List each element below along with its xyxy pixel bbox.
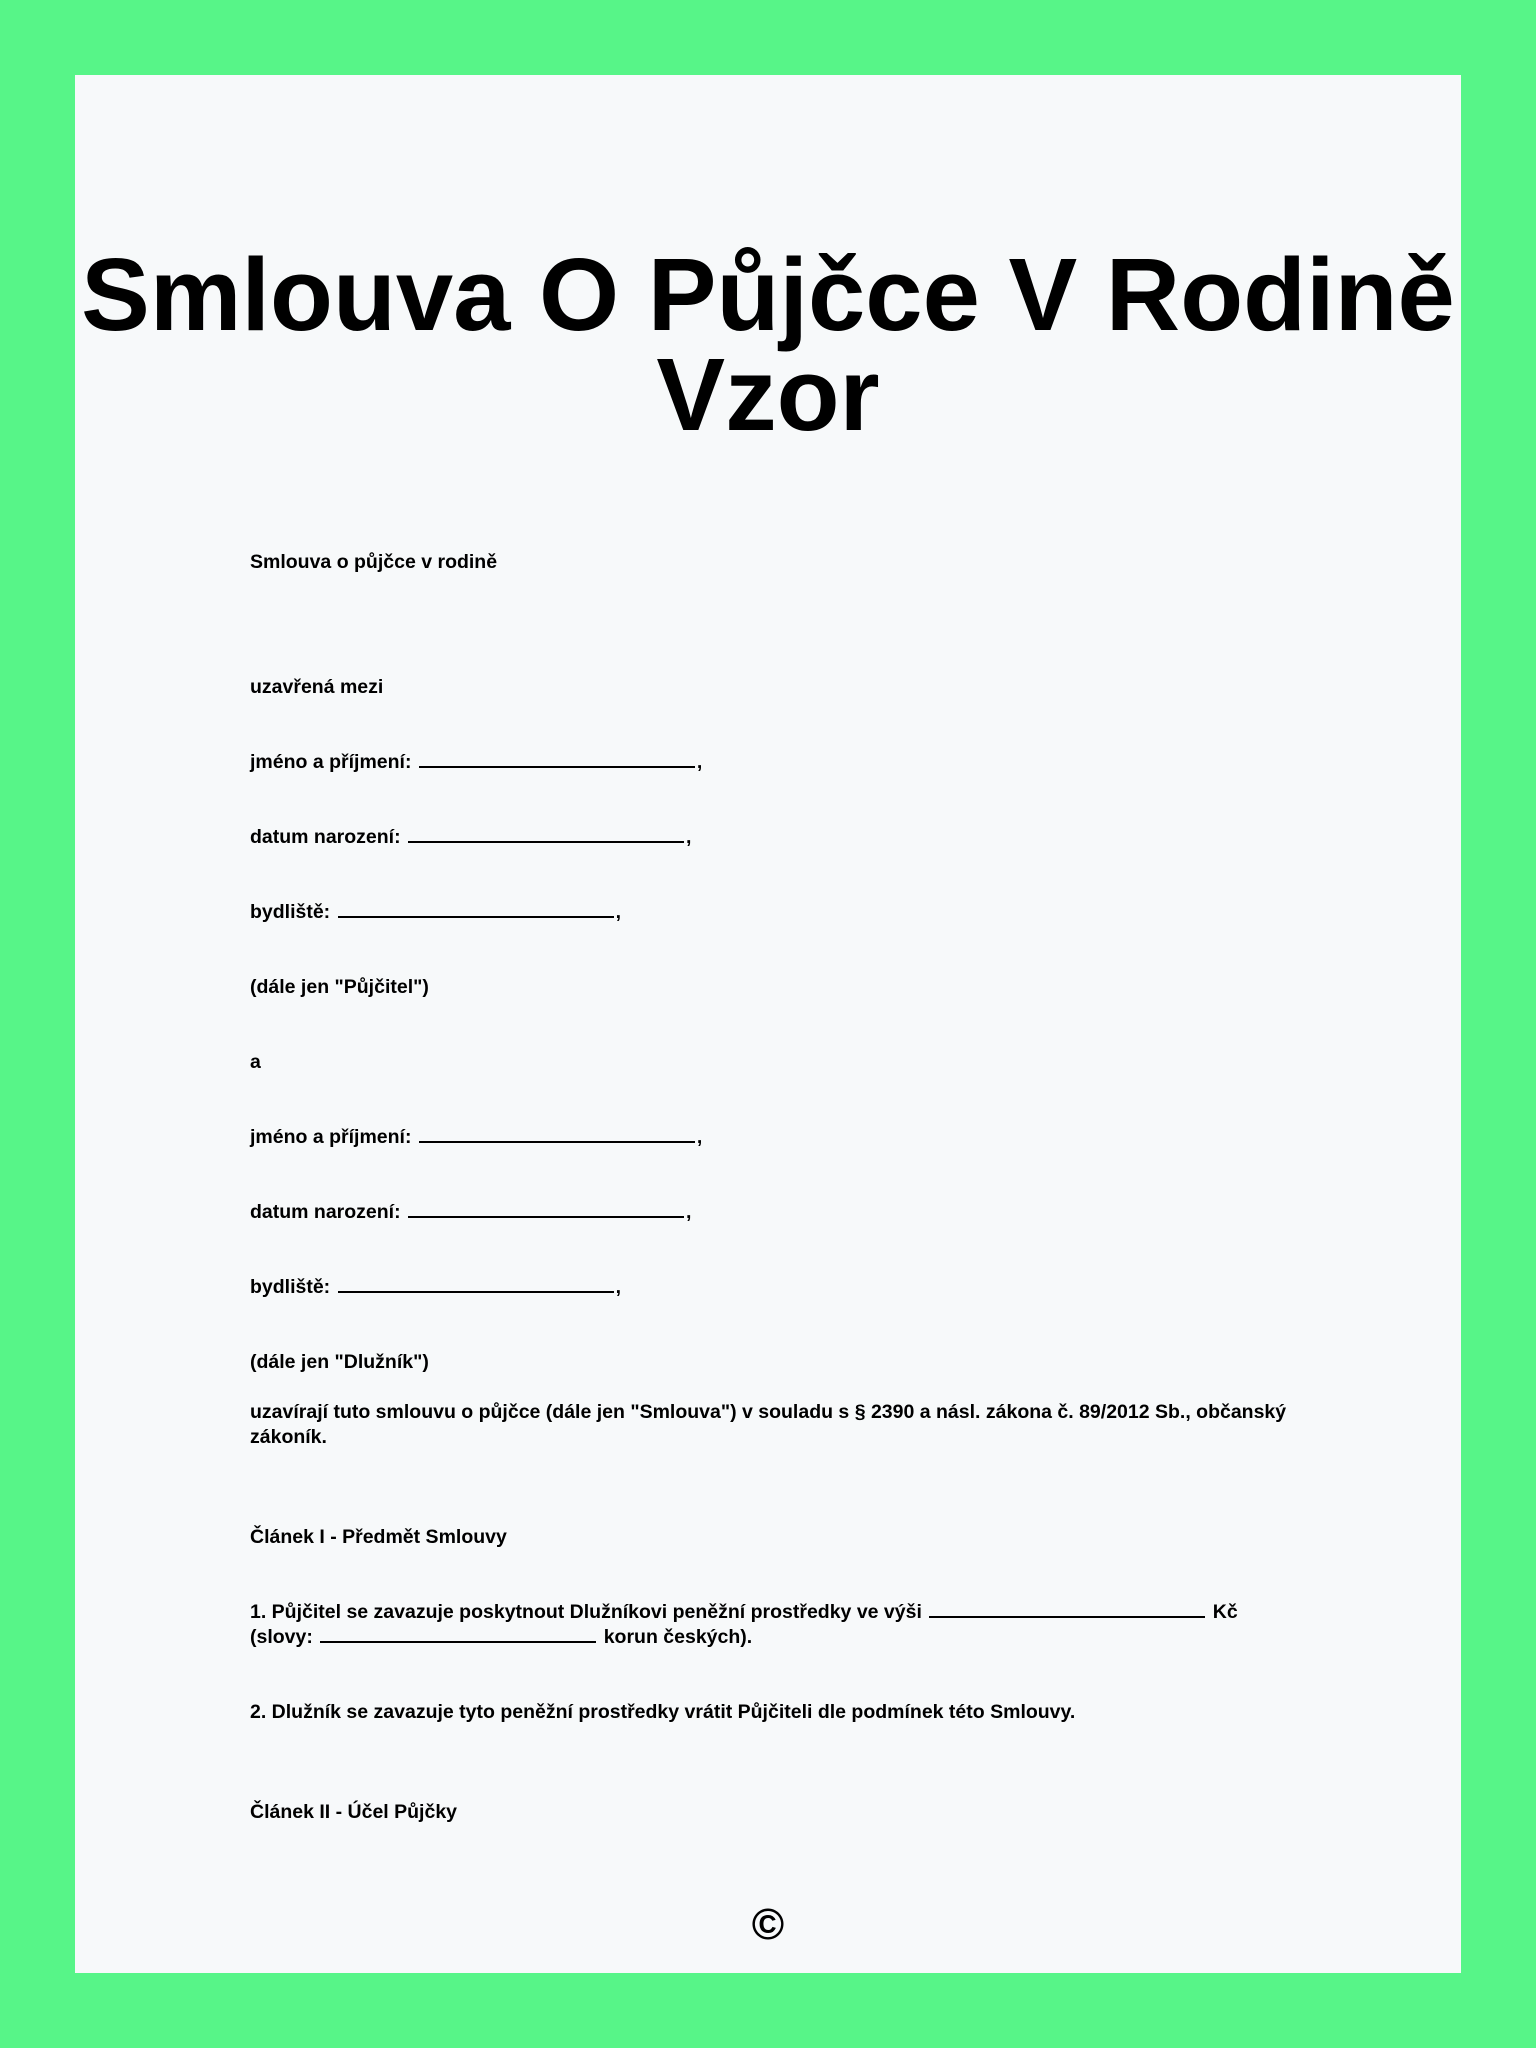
- lender-birth-blank: [408, 825, 684, 843]
- borrower-residence-blank: [338, 1275, 614, 1293]
- comma: ,: [615, 1276, 622, 1298]
- currency-label: Kč: [1212, 1601, 1238, 1623]
- contract-heading: Smlouva o půjčce v rodině: [250, 551, 498, 573]
- and-conjunction: a: [250, 1051, 261, 1073]
- comma: ,: [696, 751, 703, 773]
- borrower-name-label: jméno a příjmení:: [250, 1126, 412, 1148]
- lender-birth-label: datum narození:: [250, 826, 401, 848]
- copyright-symbol: ©: [751, 1900, 785, 1949]
- borrower-name-line: [250, 1125, 1350, 1150]
- loan-amount-blank: [929, 1600, 1205, 1618]
- lender-name-label: jméno a příjmení:: [250, 751, 412, 773]
- document-page: [75, 75, 1461, 1973]
- document-title: [75, 237, 1461, 452]
- article-2-heading: Článek II - Účel Půjčky: [250, 1801, 458, 1823]
- article-1-paragraph-1: [250, 1600, 1350, 1650]
- borrower-residence-line: [250, 1275, 1350, 1300]
- comma: ,: [686, 1201, 692, 1223]
- borrower-birth-label: datum narození:: [250, 1201, 401, 1223]
- intro-paragraph: uzavírají tuto smlouvu o půjčce (dále jen "Smlouva") v souladu s § 2390 a násl. zákona č. 89/2012 Sb., občanský zákoník.: [250, 1401, 1287, 1448]
- lender-designation: (dále jen "Půjčitel"): [250, 976, 429, 998]
- borrower-birth-blank: [408, 1200, 684, 1218]
- amount-in-words-suffix: korun českých).: [603, 1626, 753, 1648]
- parties-intro: uzavřená mezi: [250, 676, 384, 698]
- amount-in-words-blank: [320, 1625, 596, 1643]
- amount-in-words-label: (slovy:: [250, 1626, 313, 1648]
- title-line-2: Vzor: [656, 337, 880, 452]
- lender-residence-label: bydliště:: [250, 901, 331, 923]
- comma: ,: [696, 1126, 703, 1148]
- title-line-1: Smlouva O Půjčce V Rodině: [81, 237, 1455, 352]
- comma: ,: [615, 901, 622, 923]
- article-1-paragraph-2: 2. Dlužník se zavazuje tyto peněžní prostředky vrátit Půjčiteli dle podmínek této Smlouvy.: [250, 1701, 1076, 1723]
- borrower-name-blank: [419, 1125, 695, 1143]
- lender-birth-line: [250, 825, 1350, 850]
- borrower-birth-line: [250, 1200, 1350, 1225]
- lender-name-blank: [419, 750, 695, 768]
- comma: ,: [686, 826, 692, 848]
- article-1-heading: Článek I - Předmět Smlouvy: [250, 1526, 507, 1548]
- loan-amount-text: 1. Půjčitel se zavazuje poskytnout Dlužníkovi peněžní prostředky ve výši: [250, 1601, 922, 1623]
- lender-residence-blank: [338, 900, 614, 918]
- borrower-designation: (dále jen "Dlužník"): [250, 1351, 429, 1373]
- lender-name-line: [250, 750, 1350, 775]
- lender-residence-line: [250, 900, 1350, 925]
- borrower-residence-label: bydliště:: [250, 1276, 331, 1298]
